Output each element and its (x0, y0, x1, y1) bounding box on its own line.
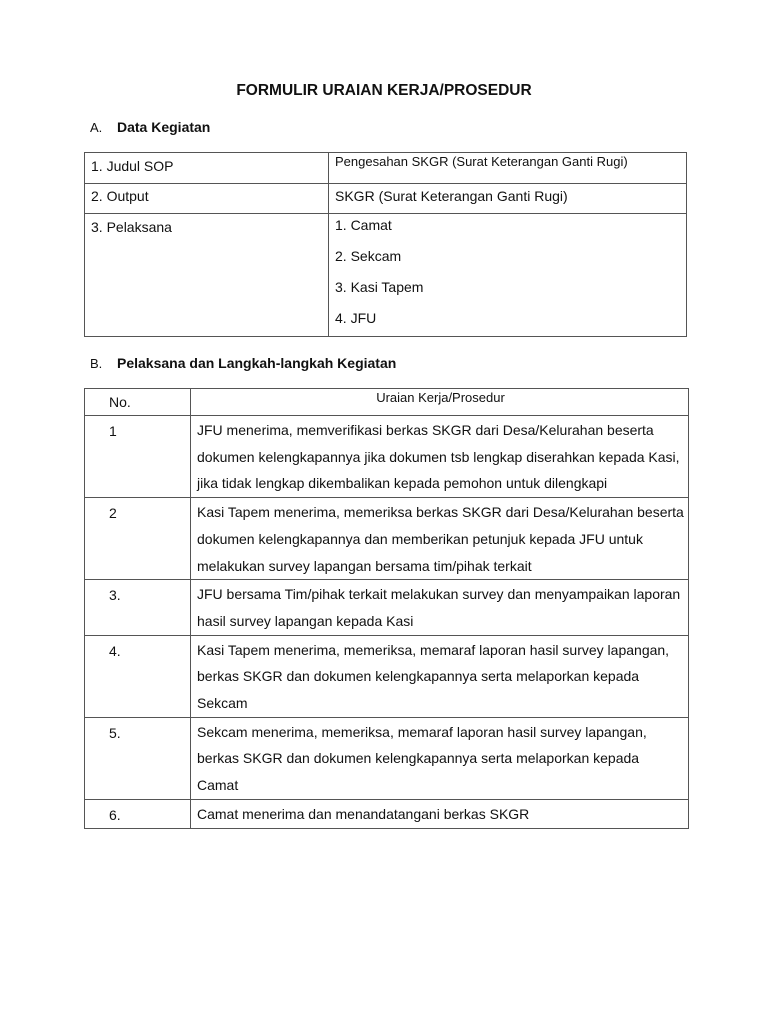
pelaksana-key: 3. Pelaksana (85, 214, 329, 337)
step-description: Kasi Tapem menerima, memeriksa berkas SKGR dari Desa/Kelurahan beserta dokumen kelengkapannya dan memberikan petunjuk kepada JFU untuk melakukan survey lapangan bersama tim/pihak terkait (191, 498, 689, 580)
judul-sop-key: 1. Judul SOP (85, 153, 329, 184)
langkah-kegiatan-table (84, 388, 689, 829)
judul-sop-value: Pengesahan SKGR (Surat Keterangan Ganti Rugi) (329, 153, 687, 184)
pelaksana-item: 2. Sekcam (335, 248, 402, 264)
step-number: 4. (85, 635, 191, 717)
pelaksana-item: 4. JFU (335, 310, 377, 326)
step-description: Kasi Tapem menerima, memeriksa, memaraf laporan hasil survey lapangan, berkas SKGR dan dokumen kelengkapannya serta melaporkan kepada Sekcam (191, 635, 689, 717)
step-number: 5. (85, 717, 191, 799)
section-a-letter: A. (90, 120, 103, 135)
step-description: JFU menerima, memverifikasi berkas SKGR dari Desa/Kelurahan beserta dokumen kelengkapannya jika dokumen tsb lengkap diserahkan kepada Kasi, jika tidak lengkap dikembalikan kepada pemohon untuk dilengkapi (191, 416, 689, 498)
step-description: Sekcam menerima, memeriksa, memaraf laporan hasil survey lapangan, berkas SKGR dan dokumen kelengkapannya serta melaporkan kepada Camat (191, 717, 689, 799)
form-title: FORMULIR URAIAN KERJA/PROSEDUR (236, 82, 532, 99)
section-b-label: Pelaksana dan Langkah-langkah Kegiatan (117, 355, 397, 371)
section-a-heading (90, 119, 210, 135)
section-a-label: Data Kegiatan (117, 119, 211, 135)
pelaksana-row (85, 214, 687, 337)
step-description: JFU bersama Tim/pihak terkait melakukan survey dan menyampaikan laporan hasil survey lapangan kepada Kasi (191, 580, 689, 635)
step-number: 3. (85, 580, 191, 635)
output-value: SKGR (Surat Keterangan Ganti Rugi) (329, 184, 687, 214)
header-uraian: Uraian Kerja/Prosedur (191, 389, 689, 416)
step-number: 1 (85, 416, 191, 498)
pelaksana-item: 1. Camat (335, 217, 392, 233)
pelaksana-value (329, 214, 687, 337)
header-no: No. (85, 389, 191, 416)
pelaksana-list (335, 210, 680, 334)
step-number: 2 (85, 498, 191, 580)
output-row (85, 184, 687, 214)
section-b-heading (90, 355, 396, 371)
step-number: 6. (85, 799, 191, 828)
table-row (85, 799, 689, 828)
step-description: Camat menerima dan menandatangani berkas SKGR (191, 799, 689, 828)
output-key: 2. Output (85, 184, 329, 214)
pelaksana-item: 3. Kasi Tapem (335, 279, 424, 295)
table-row (85, 498, 689, 580)
table-row (85, 717, 689, 799)
table-row (85, 416, 689, 498)
data-kegiatan-table (84, 152, 687, 337)
section-b-letter: B. (90, 356, 103, 371)
table-row (85, 580, 689, 635)
table-header-row (85, 389, 689, 416)
judul-sop-row (85, 153, 687, 184)
table-row (85, 635, 689, 717)
